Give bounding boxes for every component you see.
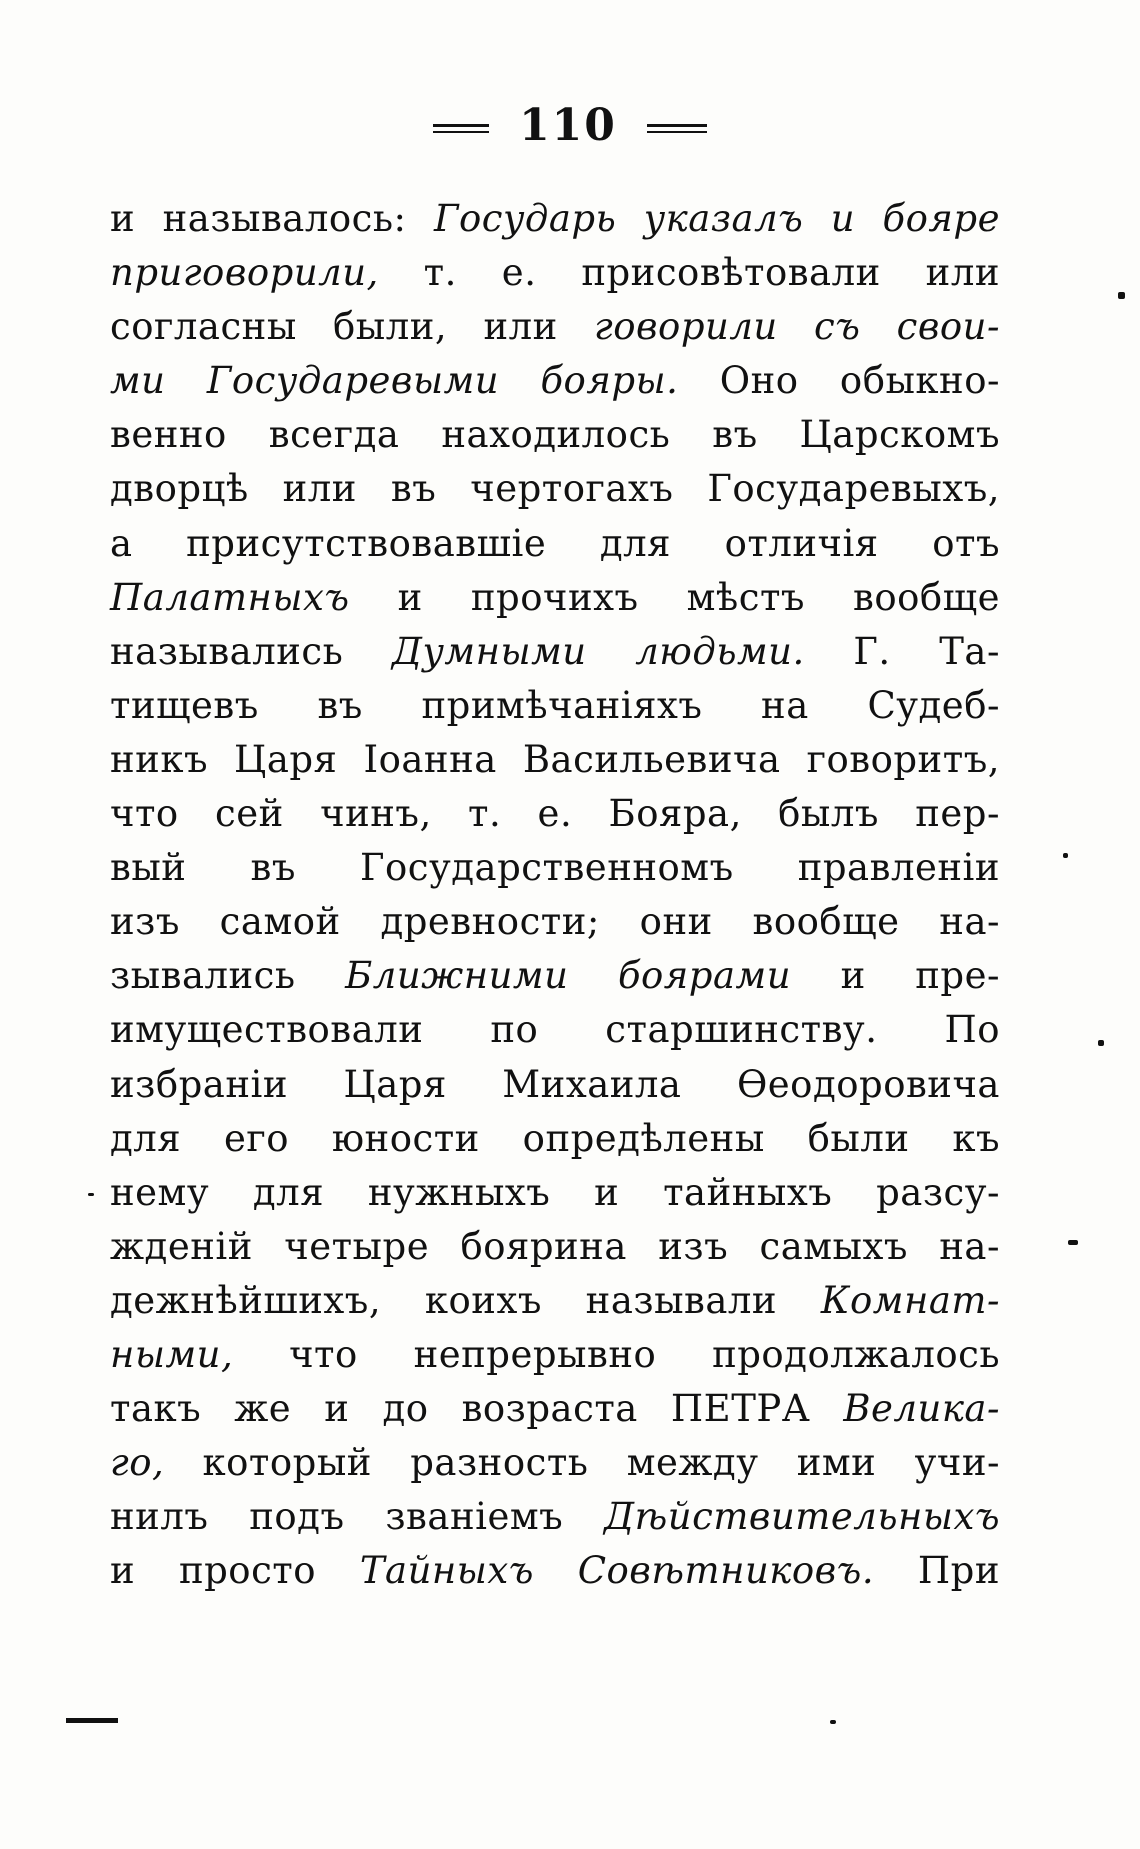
- text-line: [110, 787, 1000, 841]
- italic-segment: Палатныхъ: [110, 575, 350, 619]
- text-segment: дежнѣйшихъ, коихъ называли: [110, 1278, 821, 1322]
- text-line: [110, 625, 1000, 679]
- margin-speck: [830, 1720, 836, 1724]
- text-segment: избраніи Царя Михаила Ѳеодоровича: [110, 1062, 1000, 1106]
- text-segment: а присутствовавшіе для отличія отъ: [110, 521, 1000, 565]
- text-segment: что сей чинъ, т. е. Бояра, былъ пер-: [110, 792, 1000, 836]
- text-line: [110, 1003, 1000, 1057]
- italic-segment: Комнат-: [820, 1278, 1000, 1322]
- running-header: [0, 100, 1140, 151]
- text-line: [110, 1220, 1000, 1274]
- italic-segment: Велика-: [843, 1387, 1000, 1431]
- text-line: [110, 1328, 1000, 1382]
- text-line: [110, 1166, 1000, 1220]
- text-segment: венно всегда находилось въ Царскомъ: [110, 413, 1000, 457]
- text-segment: вый въ Государственномъ правленіи: [110, 846, 1000, 890]
- page-number: 110: [519, 100, 617, 151]
- text-line: [110, 462, 1000, 516]
- text-segment: нилъ подъ званіемъ: [110, 1495, 605, 1539]
- text-segment: никъ Царя Іоанна Васильевича говоритъ,: [110, 737, 1000, 781]
- text-line: [110, 841, 1000, 895]
- text-segment: и просто: [110, 1549, 360, 1593]
- text-line: [110, 571, 1000, 625]
- text-line: [110, 1058, 1000, 1112]
- italic-segment: приговорили,: [110, 251, 379, 295]
- text-line: [110, 1490, 1000, 1544]
- text-line: [110, 246, 1000, 300]
- text-line: [110, 895, 1000, 949]
- text-line: [110, 354, 1000, 408]
- italic-segment: Думными людьми.: [391, 629, 805, 673]
- text-line: [110, 733, 1000, 787]
- text-line: [110, 192, 1000, 246]
- text-segment: и называлось:: [110, 197, 434, 240]
- text-line: [110, 408, 1000, 462]
- italic-segment: говорили съ свои-: [594, 305, 1000, 349]
- text-line: [110, 1274, 1000, 1328]
- text-segment: согласны были, или: [110, 305, 595, 349]
- margin-speck: [1068, 1240, 1078, 1245]
- italic-segment: Государь указалъ и бояре: [433, 197, 1000, 240]
- margin-speck: [1063, 853, 1068, 858]
- text-line: [110, 300, 1000, 354]
- footer-rule: [66, 1718, 118, 1723]
- text-line: [110, 1544, 1000, 1598]
- text-segment: для его юности опредѣлены были къ: [110, 1116, 1000, 1160]
- text-segment: зывались: [110, 954, 346, 998]
- italic-segment: Ближними боярами: [345, 954, 792, 998]
- italic-segment: Тайныхъ Совѣтниковъ.: [359, 1549, 875, 1593]
- text-line: [110, 517, 1000, 571]
- text-segment: такъ же и до возраста ПЕТРА: [110, 1387, 844, 1431]
- body-text: [110, 192, 1000, 1598]
- italic-segment: ными,: [110, 1332, 234, 1376]
- text-segment: назывались: [110, 629, 392, 673]
- text-segment: имуществовали по старшинству. По: [110, 1008, 1000, 1052]
- text-segment: изъ самой древности; они вообще на-: [110, 900, 1000, 944]
- italic-segment: ми Государевыми бояры.: [110, 359, 679, 403]
- text-segment: жденій четыре боярина изъ самыхъ на-: [110, 1224, 1000, 1268]
- text-line: [110, 1112, 1000, 1166]
- margin-speck: [1098, 1040, 1104, 1046]
- margin-speck: [1118, 292, 1125, 299]
- text-segment: тищевъ въ примѣчаніяхъ на Судеб-: [110, 683, 1000, 727]
- header-rule-right: [647, 124, 707, 133]
- text-line: [110, 949, 1000, 1003]
- text-segment: Оно обыкно-: [678, 359, 1000, 403]
- text-line: [110, 1382, 1000, 1436]
- text-segment: и прочихъ мѣстъ вообще: [349, 575, 1000, 619]
- text-segment: Г. Та-: [804, 629, 1000, 673]
- text-segment: который разность между ими учи-: [164, 1441, 1000, 1485]
- text-segment: При: [874, 1549, 1001, 1593]
- text-segment: нему для нужныхъ и тайныхъ разсу-: [110, 1170, 1000, 1214]
- text-line: [110, 1436, 1000, 1490]
- margin-speck: [88, 1193, 94, 1196]
- text-segment: дворцѣ или въ чертогахъ Государевыхъ,: [110, 467, 1000, 511]
- text-segment: и пре-: [791, 954, 1001, 998]
- text-line: [110, 679, 1000, 733]
- text-segment: т. е. присовѣтовали или: [378, 251, 1000, 295]
- text-segment: что непрерывно продолжалось: [233, 1332, 1000, 1376]
- italic-segment: го,: [110, 1441, 165, 1485]
- header-rule-left: [433, 124, 489, 133]
- italic-segment: Дѣйствительныхъ: [604, 1495, 1000, 1539]
